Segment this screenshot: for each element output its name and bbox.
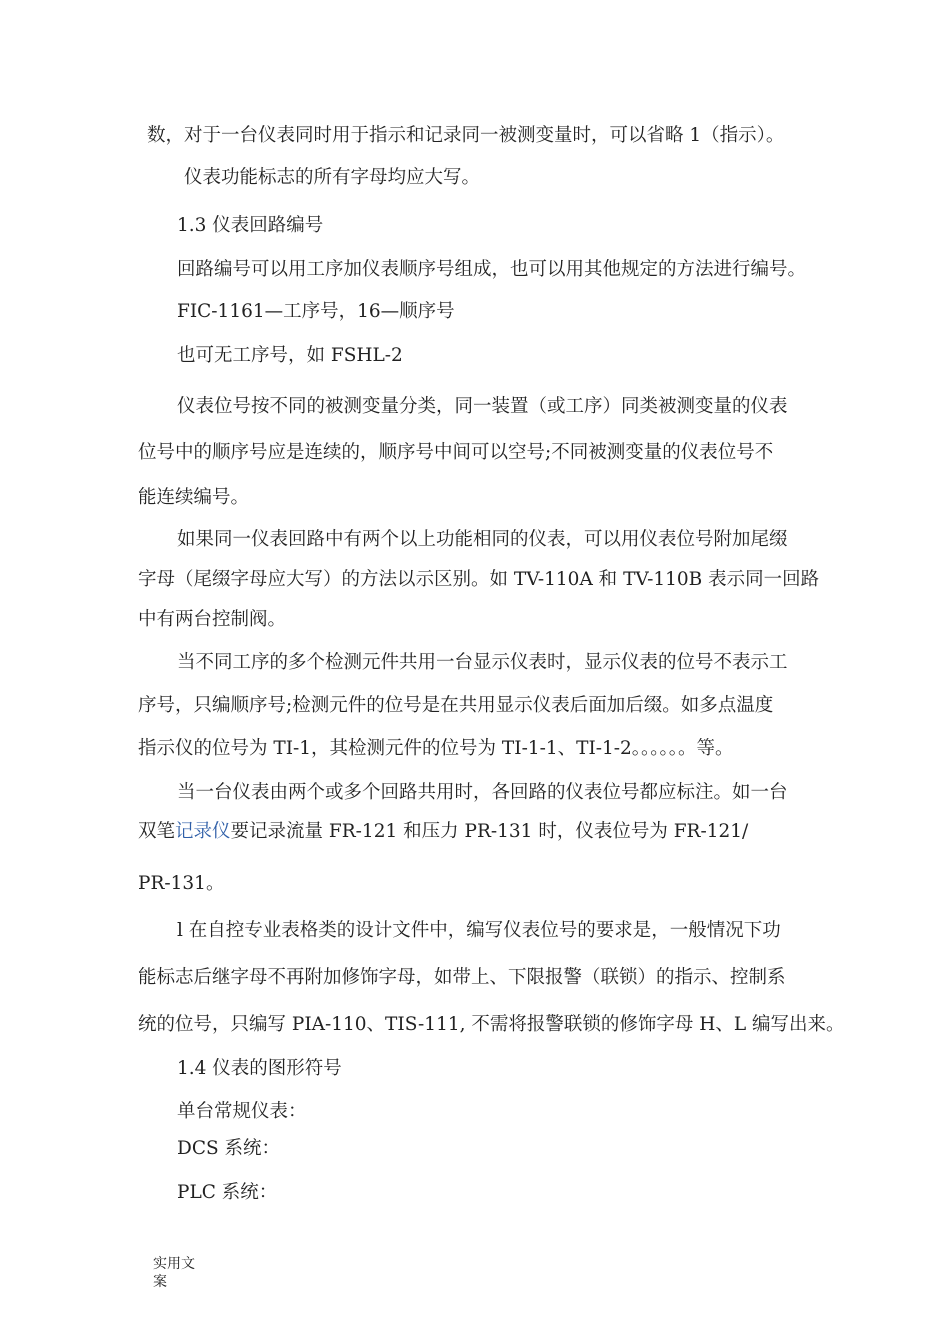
paragraph-line: 当一台仪表由两个或多个回路共用时，各回路的仪表位号都应标注。如一台 bbox=[177, 782, 788, 803]
paragraph-line: 单台常规仪表： bbox=[177, 1101, 307, 1122]
recorder-link[interactable]: 记录仪 bbox=[175, 821, 231, 842]
paragraph-line: FIC-1161—工序号，16—顺序号 bbox=[177, 301, 455, 322]
footer-text: 案 bbox=[153, 1274, 167, 1290]
line-text: 要记录流量 FR-121 和压力 PR-131 时，仪表位号为 FR-121/ bbox=[230, 821, 749, 842]
line-text: 双笔 bbox=[138, 821, 176, 842]
paragraph-line: 当不同工序的多个检测元件共用一台显示仪表时，显示仪表的位号不表示工 bbox=[177, 652, 788, 673]
paragraph-line: 能标志后继字母不再附加修饰字母，如带上、下限报警（联锁）的指示、控制系 bbox=[138, 967, 786, 988]
paragraph-line: PR-131。 bbox=[138, 873, 225, 894]
paragraph-line: 回路编号可以用工序加仪表顺序号组成，也可以用其他规定的方法进行编号。 bbox=[177, 259, 807, 280]
section-heading: 1.4 仪表的图形符号 bbox=[177, 1058, 342, 1079]
paragraph-line: 也可无工序号，如 FSHL-2 bbox=[177, 345, 403, 366]
section-heading: 1.3 仪表回路编号 bbox=[177, 215, 324, 236]
footer-text: 实用文 bbox=[153, 1256, 195, 1272]
paragraph-line: 序号，只编顺序号;检测元件的位号是在共用显示仪表后面加后缀。如多点温度 bbox=[138, 695, 774, 716]
paragraph-line: PLC 系统： bbox=[177, 1182, 278, 1203]
paragraph-line: 中有两台控制阀。 bbox=[138, 609, 287, 630]
paragraph-line: DCS 系统： bbox=[177, 1138, 281, 1159]
paragraph-line: 位号中的顺序号应是连续的，顺序号中间可以空号;不同被测变量的仪表位号不 bbox=[138, 442, 774, 463]
paragraph-line: 仪表功能标志的所有字母均应大写。 bbox=[184, 167, 481, 188]
paragraph-line bbox=[138, 820, 748, 844]
paragraph-line: 数，对于一台仪表同时用于指示和记录同一被测变量时，可以省略 1（指示）。 bbox=[147, 125, 785, 146]
paragraph-line: 指示仪的位号为 TI-1，其检测元件的位号为 TI-1-1、TI-1-2。。。。。。等。 bbox=[138, 738, 734, 759]
paragraph-line: 能连续编号。 bbox=[138, 487, 250, 508]
paragraph-line: 如果同一仪表回路中有两个以上功能相同的仪表，可以用仪表位号附加尾缀 bbox=[177, 529, 788, 550]
paragraph-line: 仪表位号按不同的被测变量分类，同一装置（或工序）同类被测变量的仪表 bbox=[177, 396, 788, 417]
paragraph-line: l 在自控专业表格类的设计文件中，编写仪表位号的要求是，一般情况下功 bbox=[177, 920, 781, 941]
paragraph-line: 字母（尾缀字母应大写）的方法以示区别。如 TV-110A 和 TV-110B 表示同一回路 bbox=[138, 569, 820, 590]
paragraph-line: 统的位号，只编写 PIA-110、TIS-111, 不需将报警联锁的修饰字母 H、L 编写出来。 bbox=[138, 1014, 845, 1035]
